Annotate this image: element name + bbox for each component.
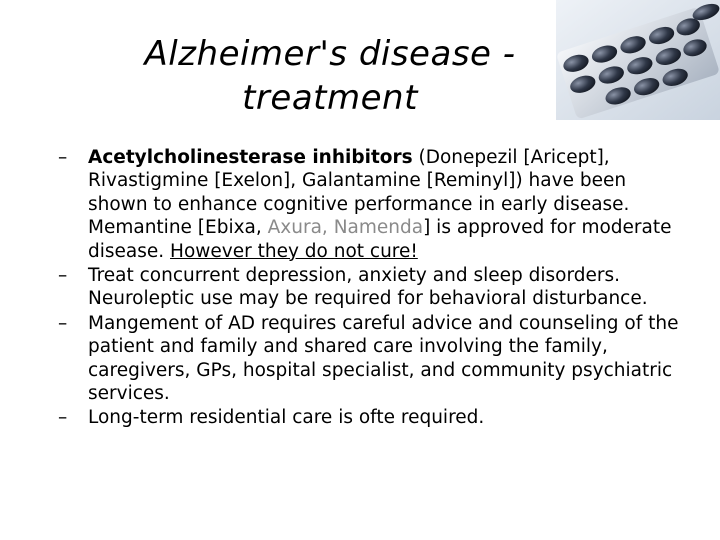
bullet-item [58, 264, 688, 311]
bullet-text: Long-term residential care is ofte required. [88, 407, 485, 429]
pill-blister-pack-image [556, 0, 720, 120]
bullet-bold-text: Acetylcholinesterase inhibitors [88, 147, 413, 168]
bullet-list [58, 146, 688, 431]
bullet-text: Mangement of AD requires careful advice and counseling of the patient and family and shared care involving the family, caregivers, GPs, hospital specialist, and community psychiatric services. [88, 312, 679, 405]
slide-title-line-2: treatment [242, 78, 418, 118]
slide-title [70, 32, 590, 120]
slide-title-line-1: Alzheimer's disease - [144, 34, 516, 74]
bullet-marker: – [58, 312, 68, 334]
bullet-marker: – [58, 265, 68, 287]
bullet-item [58, 146, 688, 263]
bullet-text: ] is approved for moderate disease. [88, 217, 672, 262]
bullet-text: Treat concurrent depression, anxiety and sleep disorders. Neuroleptic use may be required for behavioral disturbance. [88, 265, 648, 310]
bullet-marker: – [58, 147, 68, 168]
bullet-text: (Donepezil [Aricept], Rivastigmine [Exelon], Galantamine [Reminyl]) have been shown to enhance cognitive performance in early disease. Memantine [Ebixa, [88, 147, 630, 239]
bullet-item [58, 406, 688, 429]
bullet-marker: – [58, 407, 68, 429]
bullet-underlined-text: However they do not cure! [170, 240, 418, 262]
bullet-item [58, 312, 688, 406]
bullet-muted-text: Axura, Namenda [267, 217, 424, 239]
